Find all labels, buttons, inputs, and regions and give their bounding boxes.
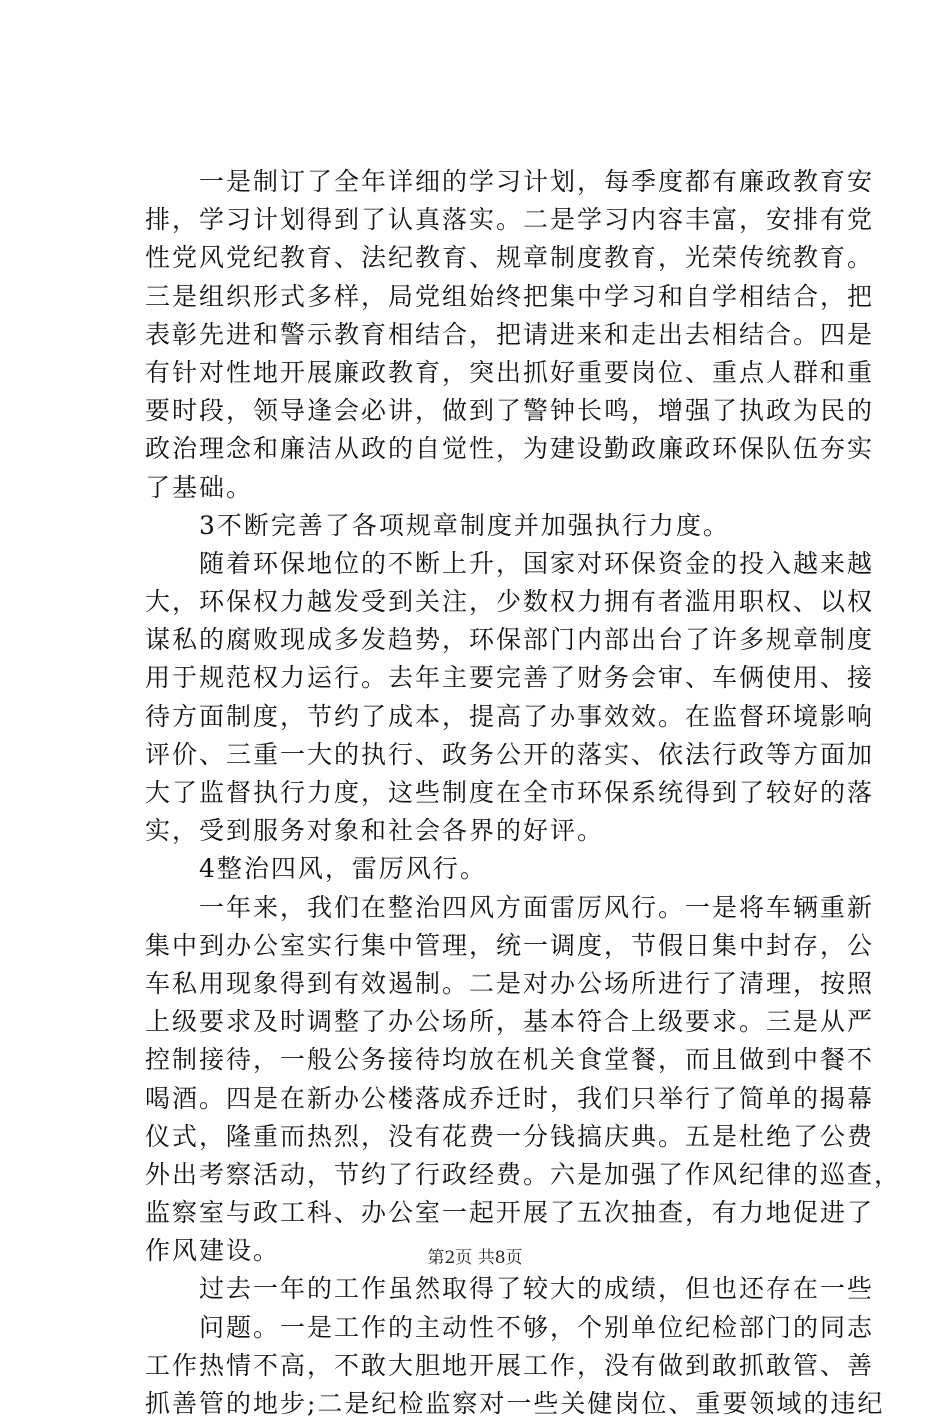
text-line: 用于规范权力运行。去年主要完善了财务会审、车俩使用、接 xyxy=(145,663,875,693)
body-text xyxy=(145,163,902,1423)
text-line: 大，环保权力越发受到关注，少数权力拥有者滥用职权、以权 xyxy=(145,587,875,617)
text-line: 三是组织形式多样，局党组始终把集中学习和自学相结合，把 xyxy=(145,281,875,311)
text-line: 问题。一是工作的主动性不够，个别单位纪检部门的同志 xyxy=(145,1312,875,1342)
text-line: 车私用现象得到有效遏制。二是对办公场所进行了清理，按照 xyxy=(145,968,875,998)
text-line: 待方面制度，节约了成本，提高了办事效效。在监督环境影响 xyxy=(145,701,875,731)
text-line: 了基础。 xyxy=(145,472,254,502)
text-line: 排，学习计划得到了认真落实。二是学习内容丰富，安排有党 xyxy=(145,205,875,235)
text-line: 随着环保地位的不断上升，国家对环保资金的投入越来越 xyxy=(145,548,875,578)
text-line: 有针对性地开展廉政教育，突出抓好重要岗位、重点人群和重 xyxy=(145,357,875,387)
text-line: 评价、三重一大的执行、政务公开的落实、依法行政等方面加 xyxy=(145,739,875,769)
text-line: 工作热情不高，不敢大胆地开展工作，没有做到敢抓敢管、善 xyxy=(145,1350,875,1380)
text-line: 大了监督执行力度，这些制度在全市环保系统得到了较好的落 xyxy=(145,778,875,807)
text-line: 外出考察活动，节约了行政经费。六是加强了作风纪律的巡查， xyxy=(145,1159,902,1189)
text-line: 一年来，我们在整治四风方面雷厉风行。一是将车辆重新 xyxy=(145,892,875,922)
text-line: 谋私的腐败现成多发趋势，环保部门内部出台了许多规章制度 xyxy=(145,625,875,655)
text-line: 监察室与政工科、办公室一起开展了五次抽查，有力地促进了 xyxy=(145,1198,875,1228)
text-line: 实，受到服务对象和社会各界的好评。 xyxy=(145,816,605,846)
text-line: 上级要求及时调整了办公场所，基本符合上级要求。三是从严 xyxy=(145,1007,875,1037)
text-line: 控制接待，一般公务接待均放在机关食堂餐，而且做到中餐不 xyxy=(145,1045,875,1075)
text-line: 一是制订了全年详细的学习计划，每季度都有廉政教育安 xyxy=(145,167,875,196)
page-footer: 第2页 共8页 xyxy=(427,1248,523,1268)
text-line: 政治理念和廉洁从政的自觉性，为建设勤政廉政环保队伍夯实 xyxy=(145,434,875,464)
text-line: 表彰先进和警示教育相结合，把请进来和走出去相结合。四是 xyxy=(145,319,875,349)
text-line: 作风建设。 xyxy=(145,1236,281,1266)
text-line: 要时段，领导逢会必讲，做到了警钟长鸣，增强了执政为民的 xyxy=(145,396,875,426)
text-line: 过去一年的工作虽然取得了较大的成绩，但也还存在一些 xyxy=(145,1274,875,1304)
text-line: 抓善管的地步;二是纪检监察对一些关健岗位、重要领域的违纪 xyxy=(145,1389,885,1418)
text-line: 喝酒。四是在新办公楼落成乔迁时，我们只举行了简单的揭幕 xyxy=(145,1083,875,1113)
text-line: 集中到办公室实行集中管理，统一调度，节假日集中封存，公 xyxy=(145,930,875,960)
text-line: 4整治四风，雷厉风行。 xyxy=(145,854,487,884)
text-line: 性党风党纪教育、法纪教育、规章制度教育，光荣传统教育。 xyxy=(145,243,875,273)
text-line: 3不断完善了各项规章制度并加强执行力度。 xyxy=(145,510,730,540)
text-line: 仪式，隆重而热烈，没有花费一分钱搞庆典。五是杜绝了公费 xyxy=(145,1121,875,1151)
